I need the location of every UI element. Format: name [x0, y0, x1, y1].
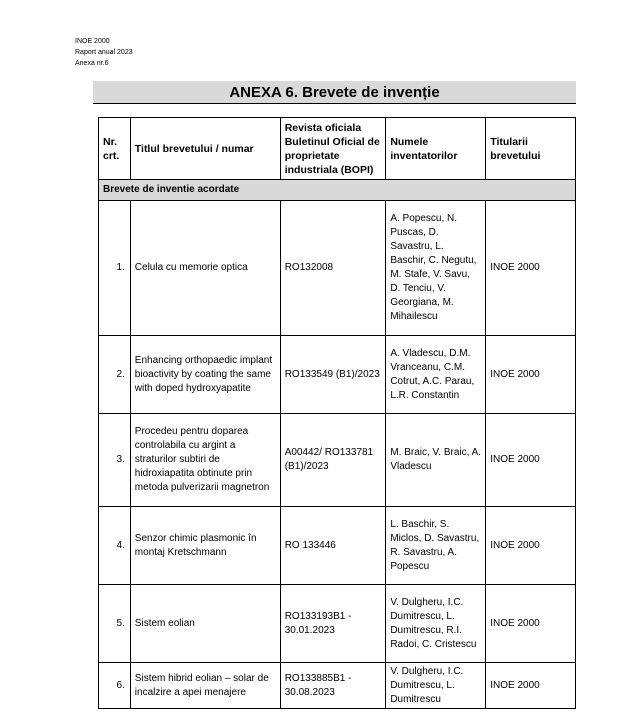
- header-annex: Anexa nr.6: [75, 60, 109, 67]
- row-title: Senzor chimic plasmonic în montaj Kretschmann: [130, 507, 280, 585]
- row-inventors: V. Dulgheru, I.C. Dumitrescu, L. Dumitrescu: [386, 663, 486, 709]
- col-header-bopi: Revista oficiala Buletinul Oficial de proprietate industriala (BOPI): [280, 118, 386, 180]
- header-report: Raport anual 2023: [75, 49, 133, 56]
- row-bopi: RO133549 (B1)/2023: [280, 336, 386, 414]
- row-nr: 3.: [99, 414, 131, 507]
- row-bopi: RO133193B1 - 30.01.2023: [280, 585, 386, 663]
- section-title: Brevete de inventie acordate: [99, 180, 576, 201]
- table-row: [99, 663, 576, 709]
- row-inventors: L. Baschir, S. Miclos, D. Savastru, R. Savastru, A. Popescu: [386, 507, 486, 585]
- col-header-nr: Nr. crt.: [99, 118, 131, 180]
- row-holders: INOE 2000: [486, 663, 576, 709]
- table-row: [99, 201, 576, 336]
- header-org: INOE 2000: [75, 38, 110, 45]
- table-row: [99, 336, 576, 414]
- row-bopi: A00442/ RO133781 (B1)/2023: [280, 414, 386, 507]
- section-row: [99, 180, 576, 201]
- row-holders: INOE 2000: [486, 414, 576, 507]
- document-header: [75, 36, 133, 69]
- table-row: [99, 414, 576, 507]
- row-nr: 6.: [99, 663, 131, 709]
- patents-table: [98, 117, 576, 709]
- row-holders: INOE 2000: [486, 336, 576, 414]
- table-row: [99, 585, 576, 663]
- row-bopi: RO 133446: [280, 507, 386, 585]
- row-inventors: A. Vladescu, D.M. Vranceanu, C.M. Cotrut, A.C. Parau, L.R. Constantin: [386, 336, 486, 414]
- row-nr: 1.: [99, 201, 131, 336]
- row-holders: INOE 2000: [486, 585, 576, 663]
- table-header-row: [99, 118, 576, 180]
- row-inventors: M. Braic, V. Braic, A. Vladescu: [386, 414, 486, 507]
- col-header-holders: Titularii brevetului: [486, 118, 576, 180]
- row-inventors: V. Dulgheru, I.C. Dumitrescu, L. Dumitrescu, R.I. Radoi, C. Cristescu: [386, 585, 486, 663]
- row-title: Sistem eolian: [130, 585, 280, 663]
- row-nr: 2.: [99, 336, 131, 414]
- row-bopi: RO133885B1 - 30.08.2023: [280, 663, 386, 709]
- row-nr: 5.: [99, 585, 131, 663]
- table-row: [99, 507, 576, 585]
- row-nr: 4.: [99, 507, 131, 585]
- page-title: ANEXA 6. Brevete de invenție: [93, 81, 576, 104]
- row-title: Sistem hibrid eolian – solar de incalzire a apei menajere: [130, 663, 280, 709]
- row-title: Procedeu pentru doparea controlabila cu argint a straturilor subtiri de hidroxiapatita obtinute prin metoda pulverizarii magnetron: [130, 414, 280, 507]
- row-holders: INOE 2000: [486, 507, 576, 585]
- row-holders: INOE 2000: [486, 201, 576, 336]
- row-inventors: A. Popescu, N. Puscas, D. Savastru, L. Baschir, C. Negutu, M. Stafe, V. Savu, D. Tenciu, V. Georgiana, M. Mihailescu: [386, 201, 486, 336]
- col-header-inventors: Numele inventatorilor: [386, 118, 486, 180]
- row-title: Celula cu memorie optica: [130, 201, 280, 336]
- row-title: Enhancing orthopaedic implant bioactivity by coating the same with doped hydroxyapatite: [130, 336, 280, 414]
- col-header-title: Titlul brevetului / numar: [130, 118, 280, 180]
- row-bopi: RO132008: [280, 201, 386, 336]
